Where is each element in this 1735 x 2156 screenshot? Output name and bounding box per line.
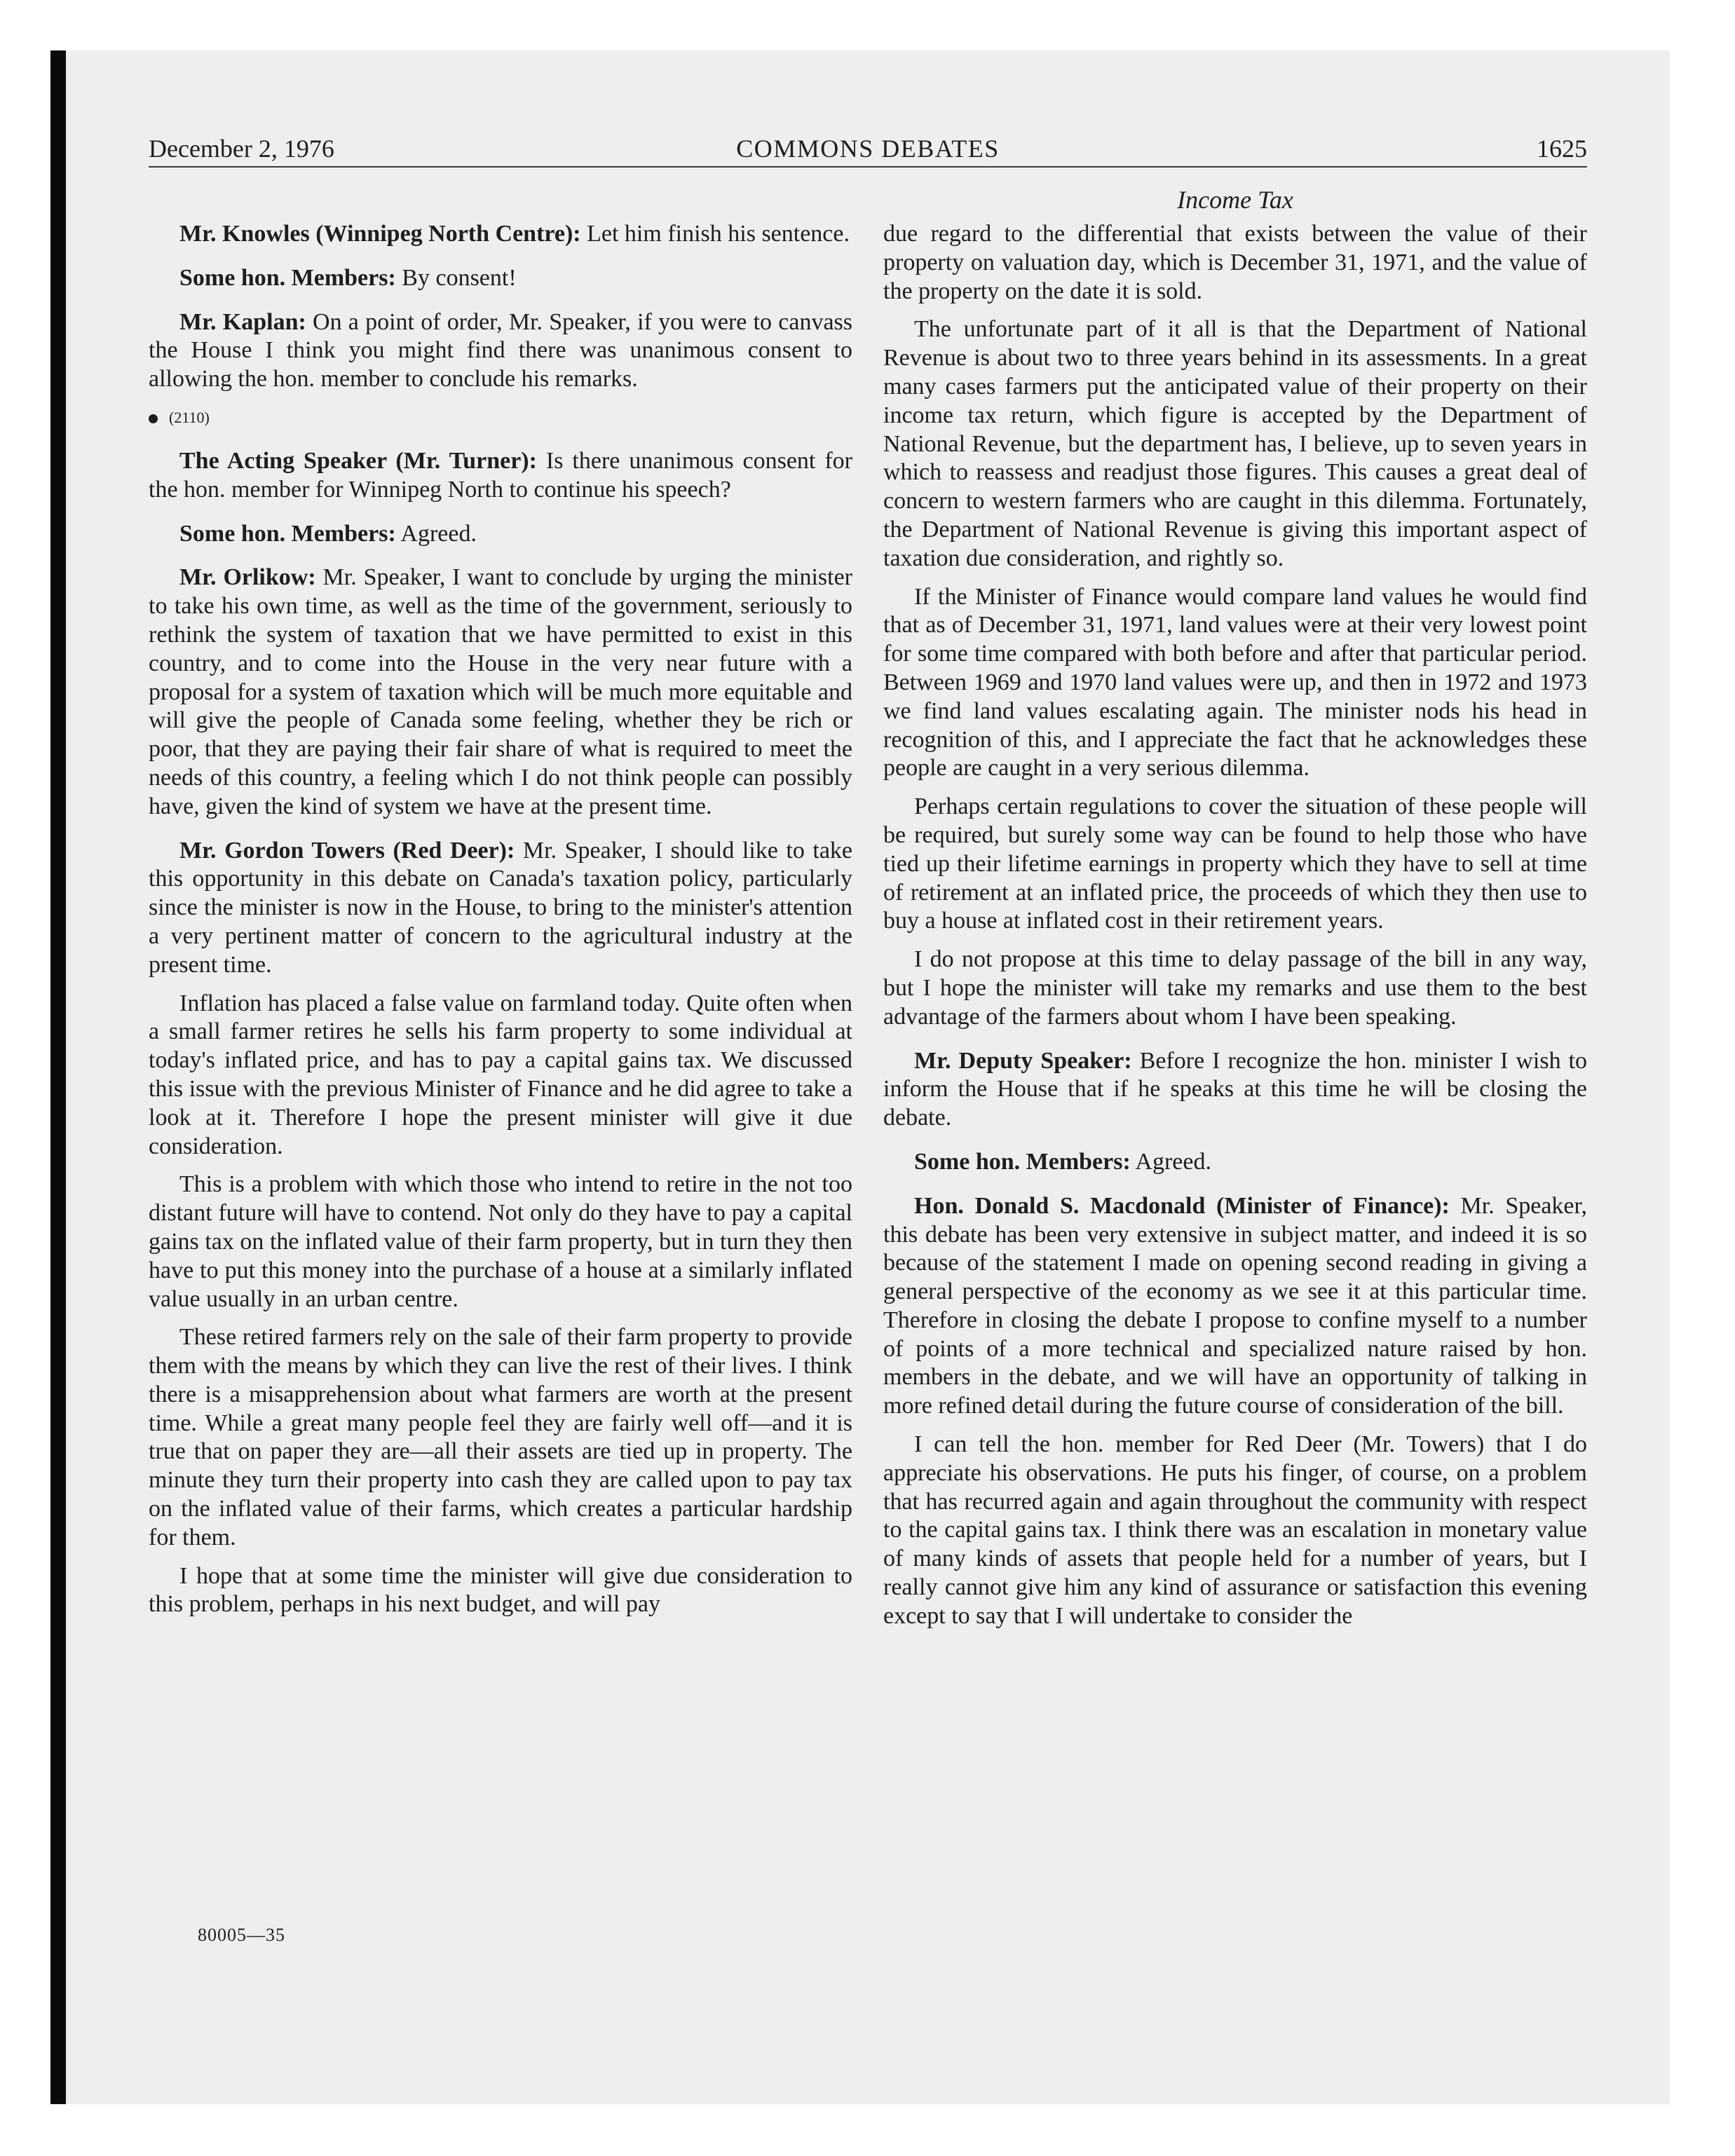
speech-deputy-speaker	[883, 1047, 1587, 1133]
speech-orlikow	[149, 564, 852, 821]
speaker-name: The Acting Speaker (Mr. Turner):	[179, 447, 537, 474]
speech-members-consent	[149, 264, 852, 293]
speech-members-agreed	[149, 520, 852, 549]
speaker-name: Some hon. Members:	[914, 1148, 1131, 1175]
speech-text: On a point of order, Mr. Speaker, if you were to canvass the House I think you might find there was unanimous consent to allowing the hon. member to conclude his remarks.	[149, 308, 852, 393]
speaker-name: Mr. Kaplan:	[179, 308, 306, 335]
speech-towers	[149, 837, 852, 980]
left-column	[149, 220, 852, 1629]
paragraph: These retired farmers rely on the sale of their farm property to provide them with the means by which they can live the rest of their lives. I think there is a misapprehension about what farmers are worth at the present time. While a great many people feel they are fairly well off—and it is true that on paper they are—all their assets are tied up in property. The minute they turn their property into cash they are called upon to pay tax on the inflated value of their farms, which creates a particular hardship for them.	[149, 1324, 852, 1550]
paragraph: This is a problem with which those who intend to retire in the not too distant future will have to contend. Not only do they have to pay a capital gains tax on the inflated value of their farm property, but in turn they then have to put this money into the purchase of a house at a similarly inflated value usually in an urban centre.	[149, 1171, 852, 1312]
speaker-name: Some hon. Members:	[179, 520, 396, 547]
paragraph: I hope that at some time the minister will give due consideration to this problem, perhaps in his next budget, and will pay	[149, 1562, 852, 1618]
speaker-name: Mr. Deputy Speaker:	[914, 1047, 1132, 1074]
paragraph: If the Minister of Finance would compare land values he would find that as of December 31, 1971, land values were at their very lowest point for some time compared with both before and after that particular period. Between 1969 and 1970 land values were up, and then in 1972 and 1973 we find land values escalating again. The minister nods his head in recognition of this, and I appreciate the fact that he acknowledges these people are caught in a very serious dilemma.	[883, 583, 1587, 782]
header-title: COMMONS DEBATES	[736, 135, 1000, 163]
speech-text: Agreed.	[1135, 1148, 1211, 1175]
paragraph: I do not propose at this time to delay passage of the bill in any way, but I hope the minister will take my remarks and use them to the best advantage of the farmers about whom I have been speaking.	[883, 946, 1587, 1030]
footer-code: 80005—35	[198, 1925, 285, 1945]
time-marker-text: (2110)	[169, 408, 210, 426]
speech-text: Mr. Speaker, this debate has been very extensive in subject matter, and indeed it is so because of the statement I made on opening second reading in giving a general perspective of the economy as we see it at this particular time. Therefore in closing the debate I propose to confine myself to a number of points of a more technical and specialized nature raised by hon. members in the debate, and we will have an opportunity of talking in more refined detail during the future course of consideration of the bill.	[883, 1192, 1587, 1419]
speech-knowles	[149, 220, 852, 249]
paragraph-continued: due regard to the differential that exists between the value of their property on valuation day, which is December 31, 1971, and the value of the property on the date it is sold.	[883, 221, 1587, 304]
time-marker	[149, 404, 852, 432]
speech-text: Mr. Speaker, I should like to take this opportunity in this debate on Canada's taxation policy, particularly since the minister is now in the House, to bring to the minister's attention a very pertinent matter of concern to the agricultural industry at the present time.	[149, 837, 853, 978]
right-column	[883, 220, 1587, 1641]
speech-acting-speaker	[149, 447, 852, 505]
paragraph: I can tell the hon. member for Red Deer (Mr. Towers) that I do appreciate his observations. He puts his finger, of course, on a problem that has recurred again and again throughout the community with respect to the capital gains tax. I think there was an escalation in monetary value of many kinds of assets that people held for a number of years, but I really cannot give him any kind of assurance or satisfaction this evening except to say that I will undertake to consider the	[883, 1431, 1587, 1629]
speech-macdonald	[883, 1192, 1587, 1421]
bullet-icon	[149, 414, 158, 423]
speech-text: Is there unanimous consent for the hon. member for Winnipeg North to continue his speech?	[149, 447, 852, 503]
speech-text: Agreed.	[400, 520, 477, 547]
paragraph: Perhaps certain regulations to cover the situation of these people will be required, but surely some way can be found to help those who have tied up their lifetime earnings in property which they have to sell at time of retirement at an inflated price, the proceeds of which they then use to buy a house at inflated cost in their retirement years.	[883, 793, 1587, 934]
header-rule	[149, 166, 1587, 168]
paragraph: Inflation has placed a false value on farmland today. Quite often when a small farmer retires he sells his farm property to some individual at today's inflated price, and has to pay a capital gains tax. We discussed this issue with the previous Minister of Finance and he did agree to take a look at it. Therefore I hope the present minister will give it due consideration.	[149, 990, 852, 1159]
speech-text: Let him finish his sentence.	[587, 221, 850, 247]
speech-text: Before I recognize the hon. minister I wish to inform the House that if he speaks at this time he will be closing the debate.	[883, 1047, 1588, 1131]
column-heading: Income Tax	[1177, 186, 1293, 214]
speech-members-agreed	[883, 1148, 1587, 1177]
binding-edge	[50, 50, 66, 2104]
running-header	[149, 133, 1587, 164]
speech-text: By consent!	[402, 264, 517, 291]
page-number: 1625	[1537, 135, 1587, 163]
paragraph: The unfortunate part of it all is that the Department of National Revenue is about two to three years behind in its assessments. In a great many cases farmers put the anticipated value of their property on their income tax return, which figure is accepted by the Department of National Revenue, but the department has, I believe, up to seven years in which to reassess and readjust those figures. This causes a great deal of concern to western farmers who are caught in this dilemma. Fortunately, the Department of National Revenue is giving this important aspect of taxation due consideration, and rightly so.	[883, 316, 1587, 571]
speaker-name: Mr. Knowles (Winnipeg North Centre):	[179, 221, 581, 247]
speaker-name: Mr. Orlikow:	[179, 564, 316, 591]
speaker-name: Mr. Gordon Towers (Red Deer):	[179, 837, 515, 864]
speaker-name: Some hon. Members:	[179, 264, 396, 291]
speech-kaplan	[149, 308, 852, 394]
header-date: December 2, 1976	[149, 135, 334, 163]
speech-text: Mr. Speaker, I want to conclude by urging the minister to take his own time, as well as the time of the government, seriously to rethink the system of taxation that we have permitted to exist in this country, and to come into the House in the very near future with a proposal for a system of taxation which will be much more equitable and will give the people of Canada some feeling, whether they be rich or poor, that they are paying their fair share of what is required to meet the needs of this country, a feeling which I do not think people can possibly have, given the kind of system we have at the present time.	[149, 564, 852, 819]
speaker-name: Hon. Donald S. Macdonald (Minister of Finance):	[914, 1192, 1450, 1219]
